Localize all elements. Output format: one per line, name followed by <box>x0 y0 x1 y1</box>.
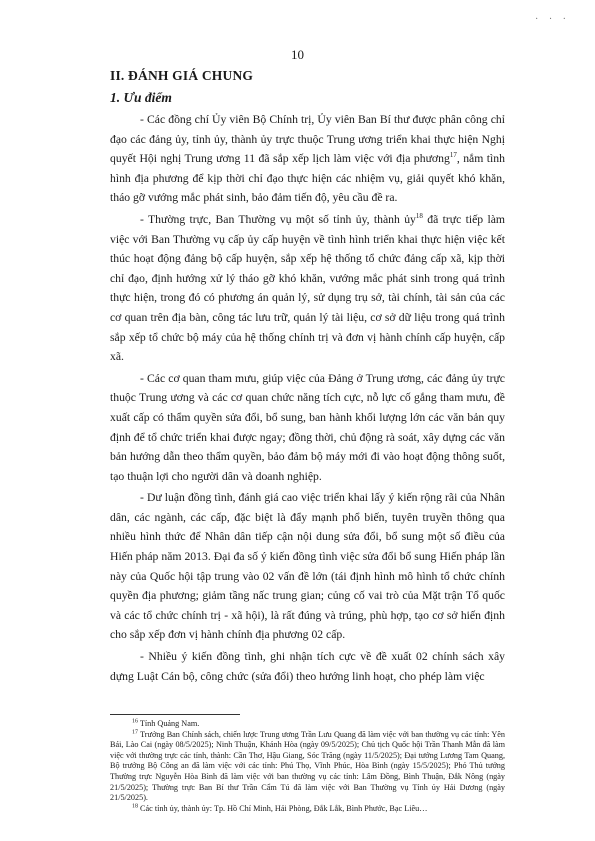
section-subheading: 1. Ưu điểm <box>110 90 172 105</box>
footnotes <box>110 714 505 814</box>
footnote-divider <box>110 714 240 715</box>
paragraph-1: - Các đồng chí Ủy viên Bộ Chính trị, Ủy viên Ban Bí thư được phân công chỉ đạo các đảng ủy, tỉnh ủy, thành ủy trực thuộc Trung ương triển khai thực hiện Nghị quyết Hội nghị Trung ương 11 đã sắp xếp lịch làm việc với địa phương$^{17}$, nắm tình hình địa phương để kịp thời chỉ đạo thực hiện các nhiệm vụ, giải quyết khó khăn, tháo gỡ vướng mắc phát sinh, bảo đảm tiến độ, yêu cầu đề ra. <box>110 113 505 205</box>
paragraph-3: - Các cơ quan tham mưu, giúp việc của Đảng ở Trung ương, các đảng ủy trực thuộc Trung ương và các cơ quan chức năng tích cực, nỗ lực cố gắng tham mưu, đề xuất cấp có thẩm quyền sửa đổi, bổ sung, ban hành khối lượng lớn các văn bản quy định để tổ chức triển khai được ngay; đồng thời, chủ động rà soát, xây dựng các văn bản hướng dẫn theo thẩm quyền, bảo đảm bộ máy mới đi vào hoạt động thông suốt, tạo thuận lợi cho người dân và doanh nghiệp. <box>110 371 505 483</box>
footnote-16: $^{16}$ Tỉnh Quảng Nam. <box>132 718 200 728</box>
paragraph-5: - Nhiều ý kiến đồng tình, ghi nhận tích cực về đề xuất 02 chính sách xây dựng Luật Cán bộ, công chức (sửa đổi) theo hướng linh hoạt, cho phép làm việc <box>110 650 505 683</box>
section-heading: II. ĐÁNH GIÁ CHUNG <box>110 68 254 83</box>
footnote-17: $^{17}$ Trưởng Ban Chính sách, chiến lược Trung ương Trần Lưu Quang đã làm việc với ban thường vụ các tỉnh: Yên Bái, Lào Cai (ngày 08/5/2025); Ninh Thuận, Khánh Hòa (ngày 09/5/2025); Chủ tịch Quốc hội Trần Thanh Mẫn đã làm việc với thường trực các tỉnh, thành: Cần Thơ, Hậu Giang, Sóc Trăng (ngày 11/5/2025); Đại tướng Lương Tam Quang, Bộ trưởng Bộ Công an đã làm việc với các tỉnh: Phú Thọ, Vĩnh Phúc, Hòa Bình (ngày 15/5/2025); Phó Thủ tướng Thường trực Nguyễn Hòa Bình đã làm việc với ban thường vụ các tỉnh: Lâm Đồng, Bình Thuận, Đắk Nông (ngày 21/5/2025); Thường trực Ban Bí thư Trần Cẩm Tú đã làm việc với Ban Thường vụ Tỉnh ủy Hải Dương (ngày 21/5/2025). <box>110 728 505 803</box>
footnote-ref-17[interactable]: 17 <box>449 151 457 160</box>
document-body <box>110 68 505 688</box>
footnote-ref-18[interactable]: 18 <box>415 212 423 221</box>
scan-marks: · · · <box>535 14 570 25</box>
paragraph-2: - Thường trực, Ban Thường vụ một số tỉnh ủy, thành ủy$^{18}$ đã trực tiếp làm việc với Ban Thường vụ cấp ủy cấp huyện về tình hình triển khai thực hiện việc kết thúc hoạt động đảng bộ cấp huyện, sắp xếp hệ thống tổ chức đảng cấp xã, kịp thời chỉ đạo, định hướng xử lý tháo gỡ khó khăn, vướng mắc phát sinh trong quá trình thực hiện, trong đó có phương án quản lý, sử dụng trụ sở, tài chính, tài sản của các cơ quan trên địa bàn, công tác lưu trữ, quản lý tài liệu, cơ sở dữ liệu trong quá trình sắp xếp tổ chức bộ máy của hệ thống chính trị và đơn vị hành chính cấp huyện, cấp xã. <box>110 212 505 364</box>
footnote-18: $^{18}$ Các tỉnh ủy, thành ủy: Tp. Hồ Chí Minh, Hải Phòng, Đắk Lắk, Bình Phước, Bạc Liêu… <box>132 803 428 813</box>
paragraph-4: - Dư luận đồng tình, đánh giá cao việc triển khai lấy ý kiến rộng rãi của Nhân dân, các ngành, các cấp, đặc biệt là đẩy mạnh phổ biến, tuyên truyền thông qua nhiều hình thức để Nhân dân tiếp cận nội dung sửa đổi, bổ sung một số điều của Hiến pháp năm 2013. Đại đa số ý kiến đồng tình việc sửa đổi bổ sung Hiến pháp lần này của Quốc hội tập trung vào 02 vấn đề lớn (tái định hình mô hình tổ chức chính quyền địa phương; giảm tầng nấc trung gian; củng cố vai trò của Mặt trận Tổ quốc và các tổ chức chính trị - xã hội), là rất đúng và trúng, phù hợp, tạo cơ sở hiến định cho sắp xếp đơn vị hành chính địa phương 02 cấp. <box>110 491 505 642</box>
page-number: 10 <box>291 47 304 62</box>
